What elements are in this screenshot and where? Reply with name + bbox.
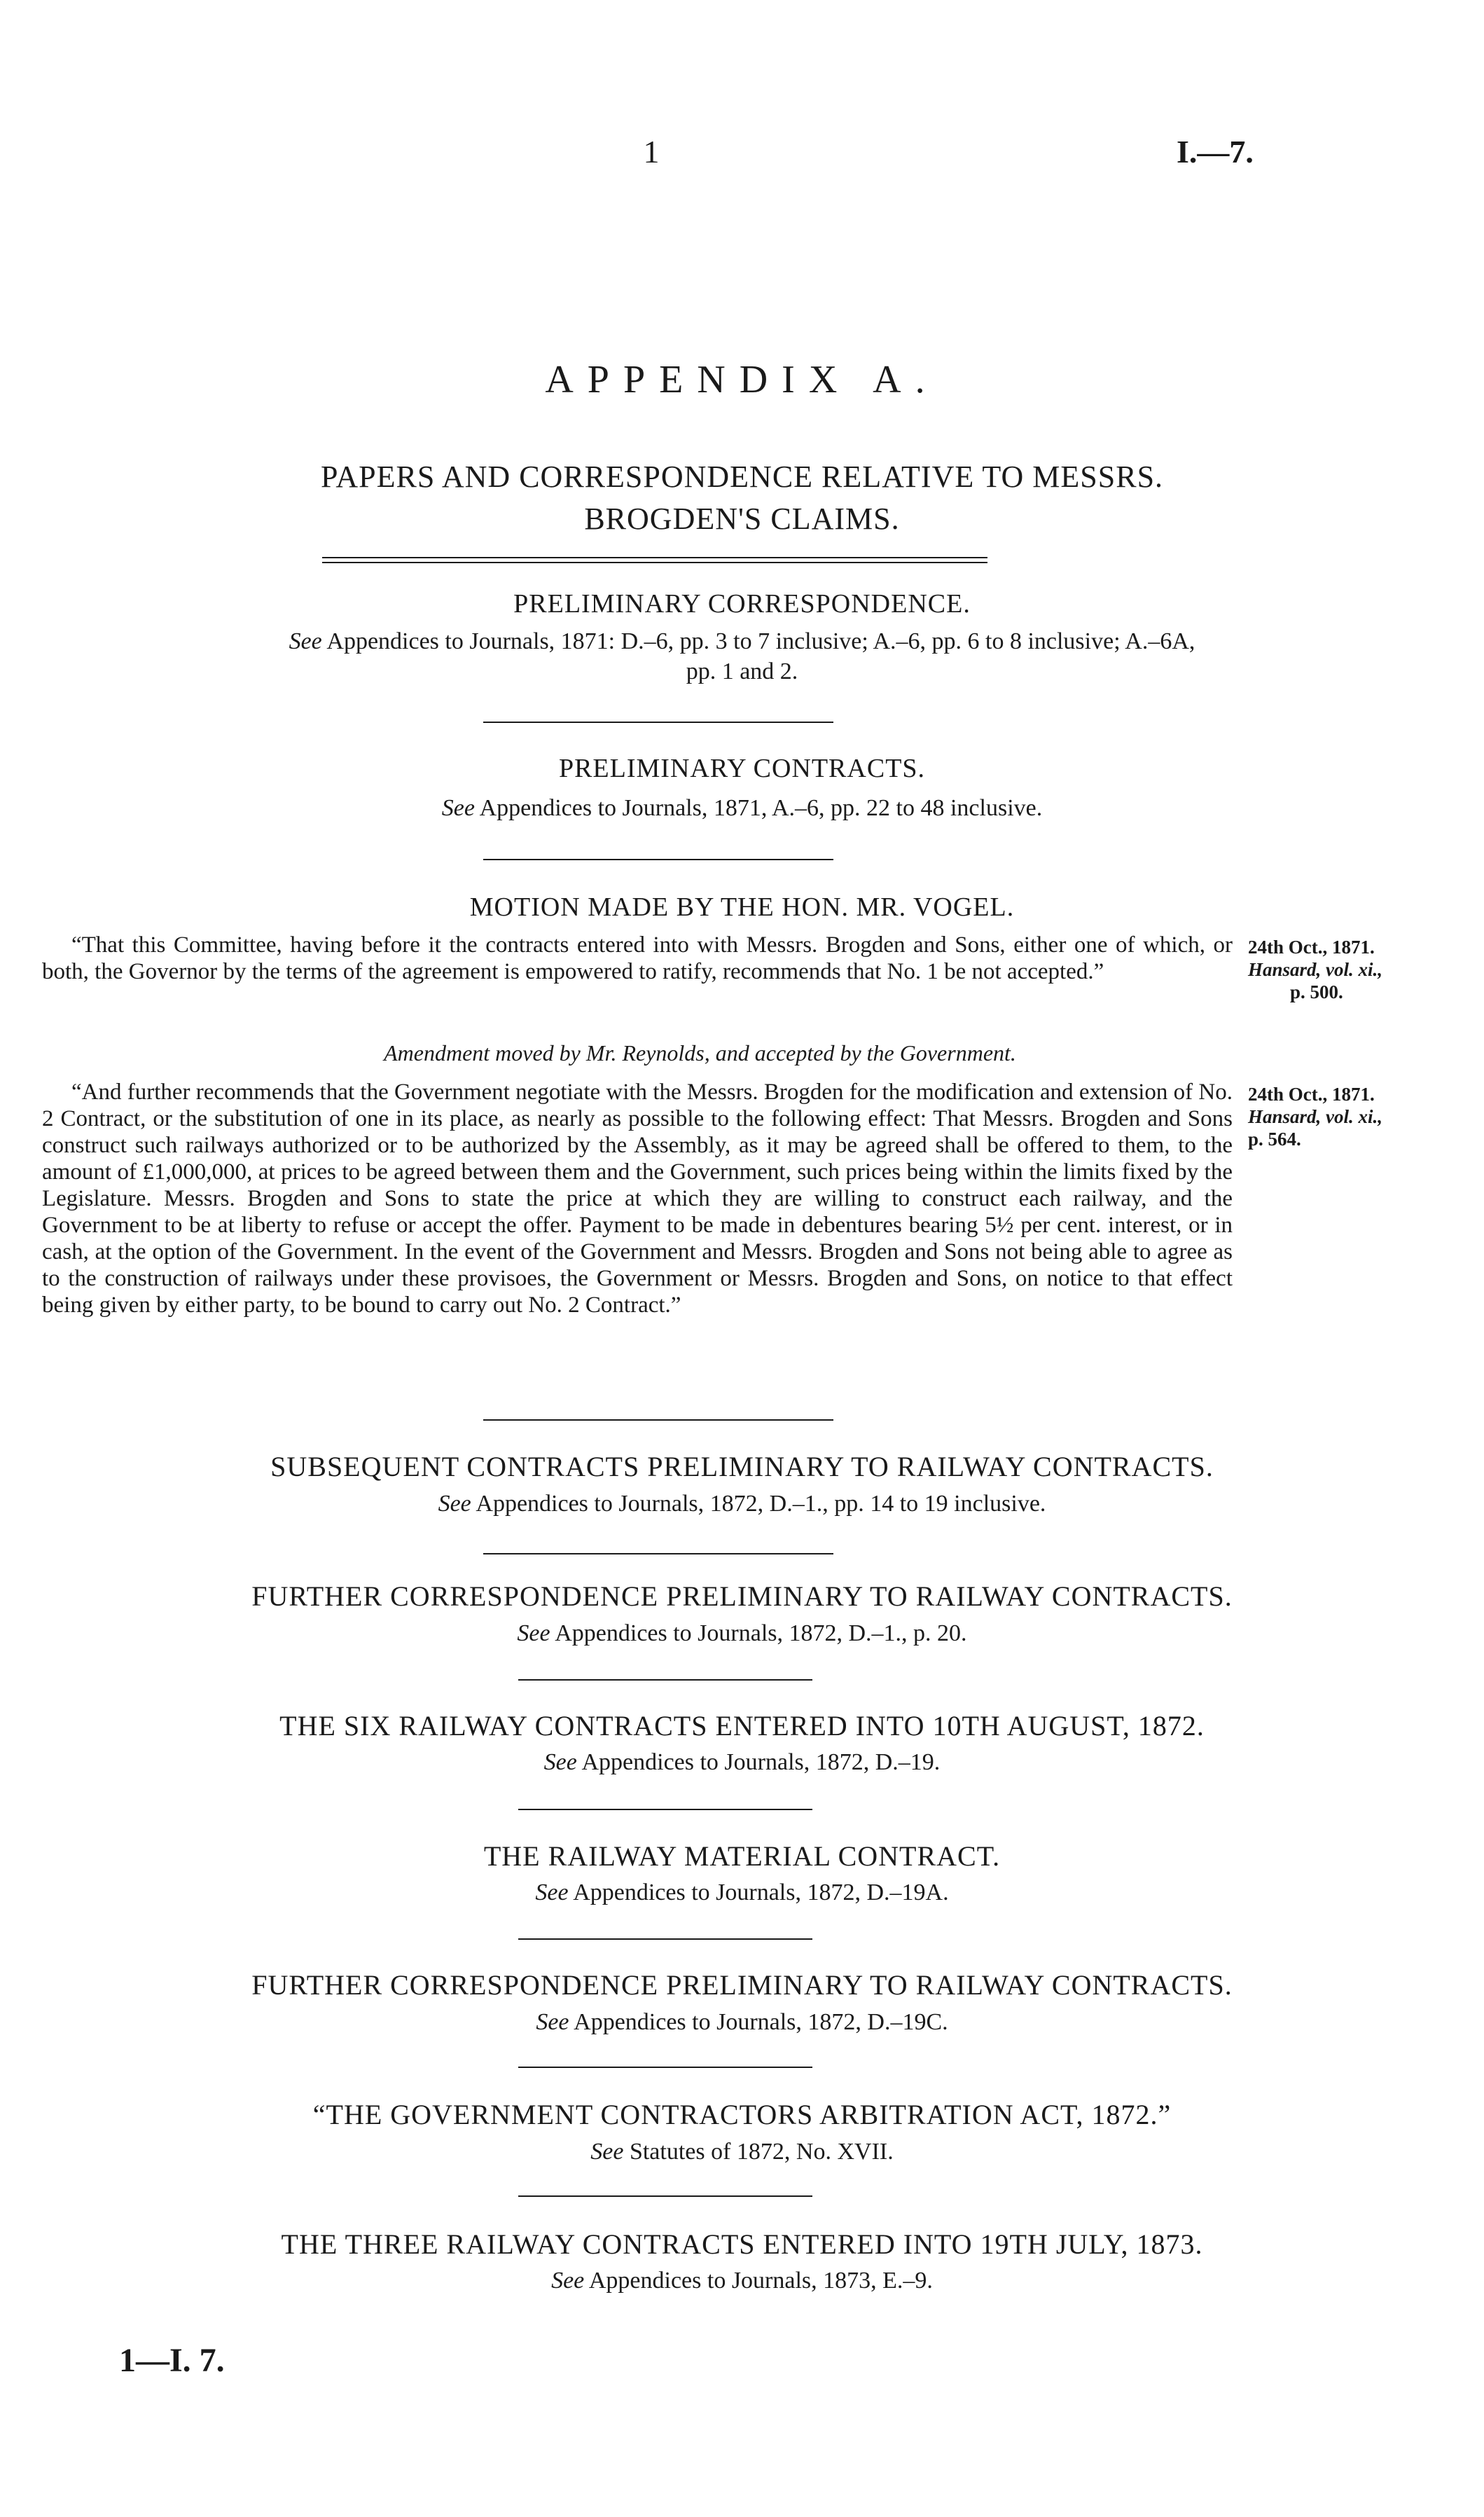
- section-ref-text: Statutes of 1872, No. XVII.: [623, 2139, 894, 2165]
- preliminary-correspondence-ref-line-2: pp. 1 and 2.: [686, 658, 798, 684]
- section-rule: [483, 722, 833, 723]
- preliminary-correspondence-heading: PRELIMINARY CORRESPONDENCE.: [513, 589, 971, 619]
- section-ref-text: Appendices to Journals, 1872, D.–19A.: [568, 1880, 949, 1905]
- section-ref-text: Appendices to Journals, 1872, D.–1., p. 20.: [550, 1620, 967, 1646]
- motion-note-ref: [1248, 958, 1479, 981]
- motion-text: [42, 932, 1233, 985]
- section-heading-further-correspondence: FURTHER CORRESPONDENCE PRELIMINARY TO RAILWAY CONTRACTS.: [251, 1580, 1233, 1612]
- section-heading-further-correspondence-2: FURTHER CORRESPONDENCE PRELIMINARY TO RAILWAY CONTRACTS.: [251, 1969, 1233, 2001]
- section-heading-railway-material-contract: THE RAILWAY MATERIAL CONTRACT.: [483, 1840, 1001, 1872]
- motion-note-ref-text: Hansard, vol. xi.,: [1248, 959, 1383, 980]
- section-ref-three-railway-contracts: [0, 2268, 1484, 2294]
- main-title-line-2: BROGDEN'S CLAIMS.: [584, 502, 900, 536]
- page-number: 1: [643, 134, 660, 170]
- amendment-note-page: p. 564.: [1248, 1129, 1301, 1150]
- section-ref-subsequent-contracts: [0, 1491, 1484, 1517]
- section-ref-further-correspondence-2: [0, 2009, 1484, 2036]
- see-label: See: [536, 2009, 569, 2035]
- section-rule: [518, 1938, 812, 1940]
- section-rule: [518, 1809, 812, 1810]
- section-rule: [483, 1419, 833, 1421]
- section-ref-text: Appendices to Journals, 1872, D.–19.: [576, 1749, 941, 1775]
- see-label: See: [551, 2268, 585, 2294]
- title-rule: [322, 557, 987, 558]
- see-label: See: [289, 628, 322, 654]
- preliminary-contracts-heading: PRELIMINARY CONTRACTS.: [558, 754, 926, 783]
- motion-note-page: p. 500.: [1290, 981, 1343, 1002]
- section-rule: [518, 1679, 812, 1681]
- preliminary-contracts-ref-text: Appendices to Journals, 1871, A.–6, pp. 22 to 48 inclusive.: [474, 795, 1043, 821]
- section-heading-subsequent-contracts: SUBSEQUENT CONTRACTS PRELIMINARY TO RAILWAY CONTRACTS.: [270, 1451, 1214, 1482]
- amendment-margin-note: [1248, 1083, 1479, 1150]
- section-ref-further-correspondence: [0, 1620, 1484, 1647]
- section-ref-six-railway-contracts: [0, 1749, 1484, 1776]
- section-ref-arbitration-act: [0, 2139, 1484, 2165]
- see-label: See: [590, 2139, 624, 2165]
- main-title-line-1: PAPERS AND CORRESPONDENCE RELATIVE TO MESSRS.: [320, 460, 1164, 494]
- see-label: See: [543, 1749, 577, 1775]
- preliminary-correspondence-ref-line-1: Appendices to Journals, 1871: D.–6, pp. 3 to 7 inclusive; A.–6, pp. 6 to 8 inclusive; A.–6A,: [321, 628, 1195, 654]
- section-ref-railway-material-contract: [0, 1880, 1484, 1906]
- amendment-note-ref: [1248, 1105, 1479, 1128]
- amendment-note-ref-text: Hansard, vol. xi.,: [1248, 1106, 1383, 1127]
- title-rule-second: [322, 562, 987, 563]
- section-ref-text: Appendices to Journals, 1872, D.–1., pp. 14 to 19 inclusive.: [471, 1491, 1046, 1517]
- see-label: See: [441, 795, 475, 821]
- amendment-note-date: 24th Oct., 1871.: [1248, 1084, 1375, 1105]
- amendment-paragraph: “And further recommends that the Government negotiate with the Messrs. Brogden for the modification and extension of No. 2 Contract, or the substitution of one in its place, as nearly as possible to the following effect: That Messrs. Brogden and Sons construct such railways authorized or to be authorized by the Assembly, as it may be agreed shall be offered to them, to the amount of £1,000,000, at prices to be agreed between them and the Government, such prices being within the limits fixed by the Legislature. Messrs. Brogden and Sons to state the price at which they are willing to construct each railway, and the Government to be at liberty to refuse or accept the offer. Payment to be made in debentures bearing 5½ per cent. interest, or in cash, at the option of the Government. In the event of the Government and Messrs. Brogden and Sons not being able to agree as to the construction of railways under these provisoes, the Government or Messrs. Brogden and Sons, on notice to that effect being given by either party, to be bound to carry out No. 2 Contract.”: [42, 1080, 1233, 1318]
- appendix-title: APPENDIX A.: [545, 358, 939, 401]
- motion-margin-note: [1248, 936, 1479, 1003]
- section-ref-text: Appendices to Journals, 1872, D.–19C.: [569, 2009, 948, 2035]
- section-heading-three-railway-contracts: THE THREE RAILWAY CONTRACTS ENTERED INTO 19TH JULY, 1873.: [281, 2228, 1203, 2260]
- section-rule: [483, 1553, 833, 1554]
- preliminary-correspondence-ref: [0, 628, 1484, 655]
- section-rule: [518, 2067, 812, 2068]
- document-code: I.—7.: [1177, 134, 1254, 170]
- section-heading-six-railway-contracts: THE SIX RAILWAY CONTRACTS ENTERED INTO 10TH AUGUST, 1872.: [279, 1710, 1205, 1742]
- section-heading-arbitration-act: “THE GOVERNMENT CONTRACTORS ARBITRATION ACT, 1872.”: [312, 2099, 1172, 2130]
- motion-heading: MOTION MADE BY THE HON. MR. VOGEL.: [469, 892, 1015, 922]
- see-label: See: [535, 1880, 569, 1905]
- see-label: See: [438, 1491, 471, 1517]
- section-ref-text: Appendices to Journals, 1873, E.–9.: [584, 2268, 933, 2294]
- motion-paragraph: “That this Committee, having before it the contracts entered into with Messrs. Brogden and Sons, either one of which, or both, the Governor by the terms of the agreement is empowered to ratify, recommends that No. 1 be not accepted.”: [42, 932, 1233, 984]
- section-rule: [483, 859, 833, 860]
- section-rule: [518, 2195, 812, 2197]
- motion-note-date: 24th Oct., 1871.: [1248, 937, 1375, 958]
- printer-signature: 1—I. 7.: [119, 2342, 225, 2379]
- amendment-text: [42, 1079, 1233, 1318]
- amendment-heading: Amendment moved by Mr. Reynolds, and accepted by the Government.: [384, 1040, 1016, 1066]
- see-label: See: [517, 1620, 550, 1646]
- preliminary-contracts-ref: [0, 795, 1484, 822]
